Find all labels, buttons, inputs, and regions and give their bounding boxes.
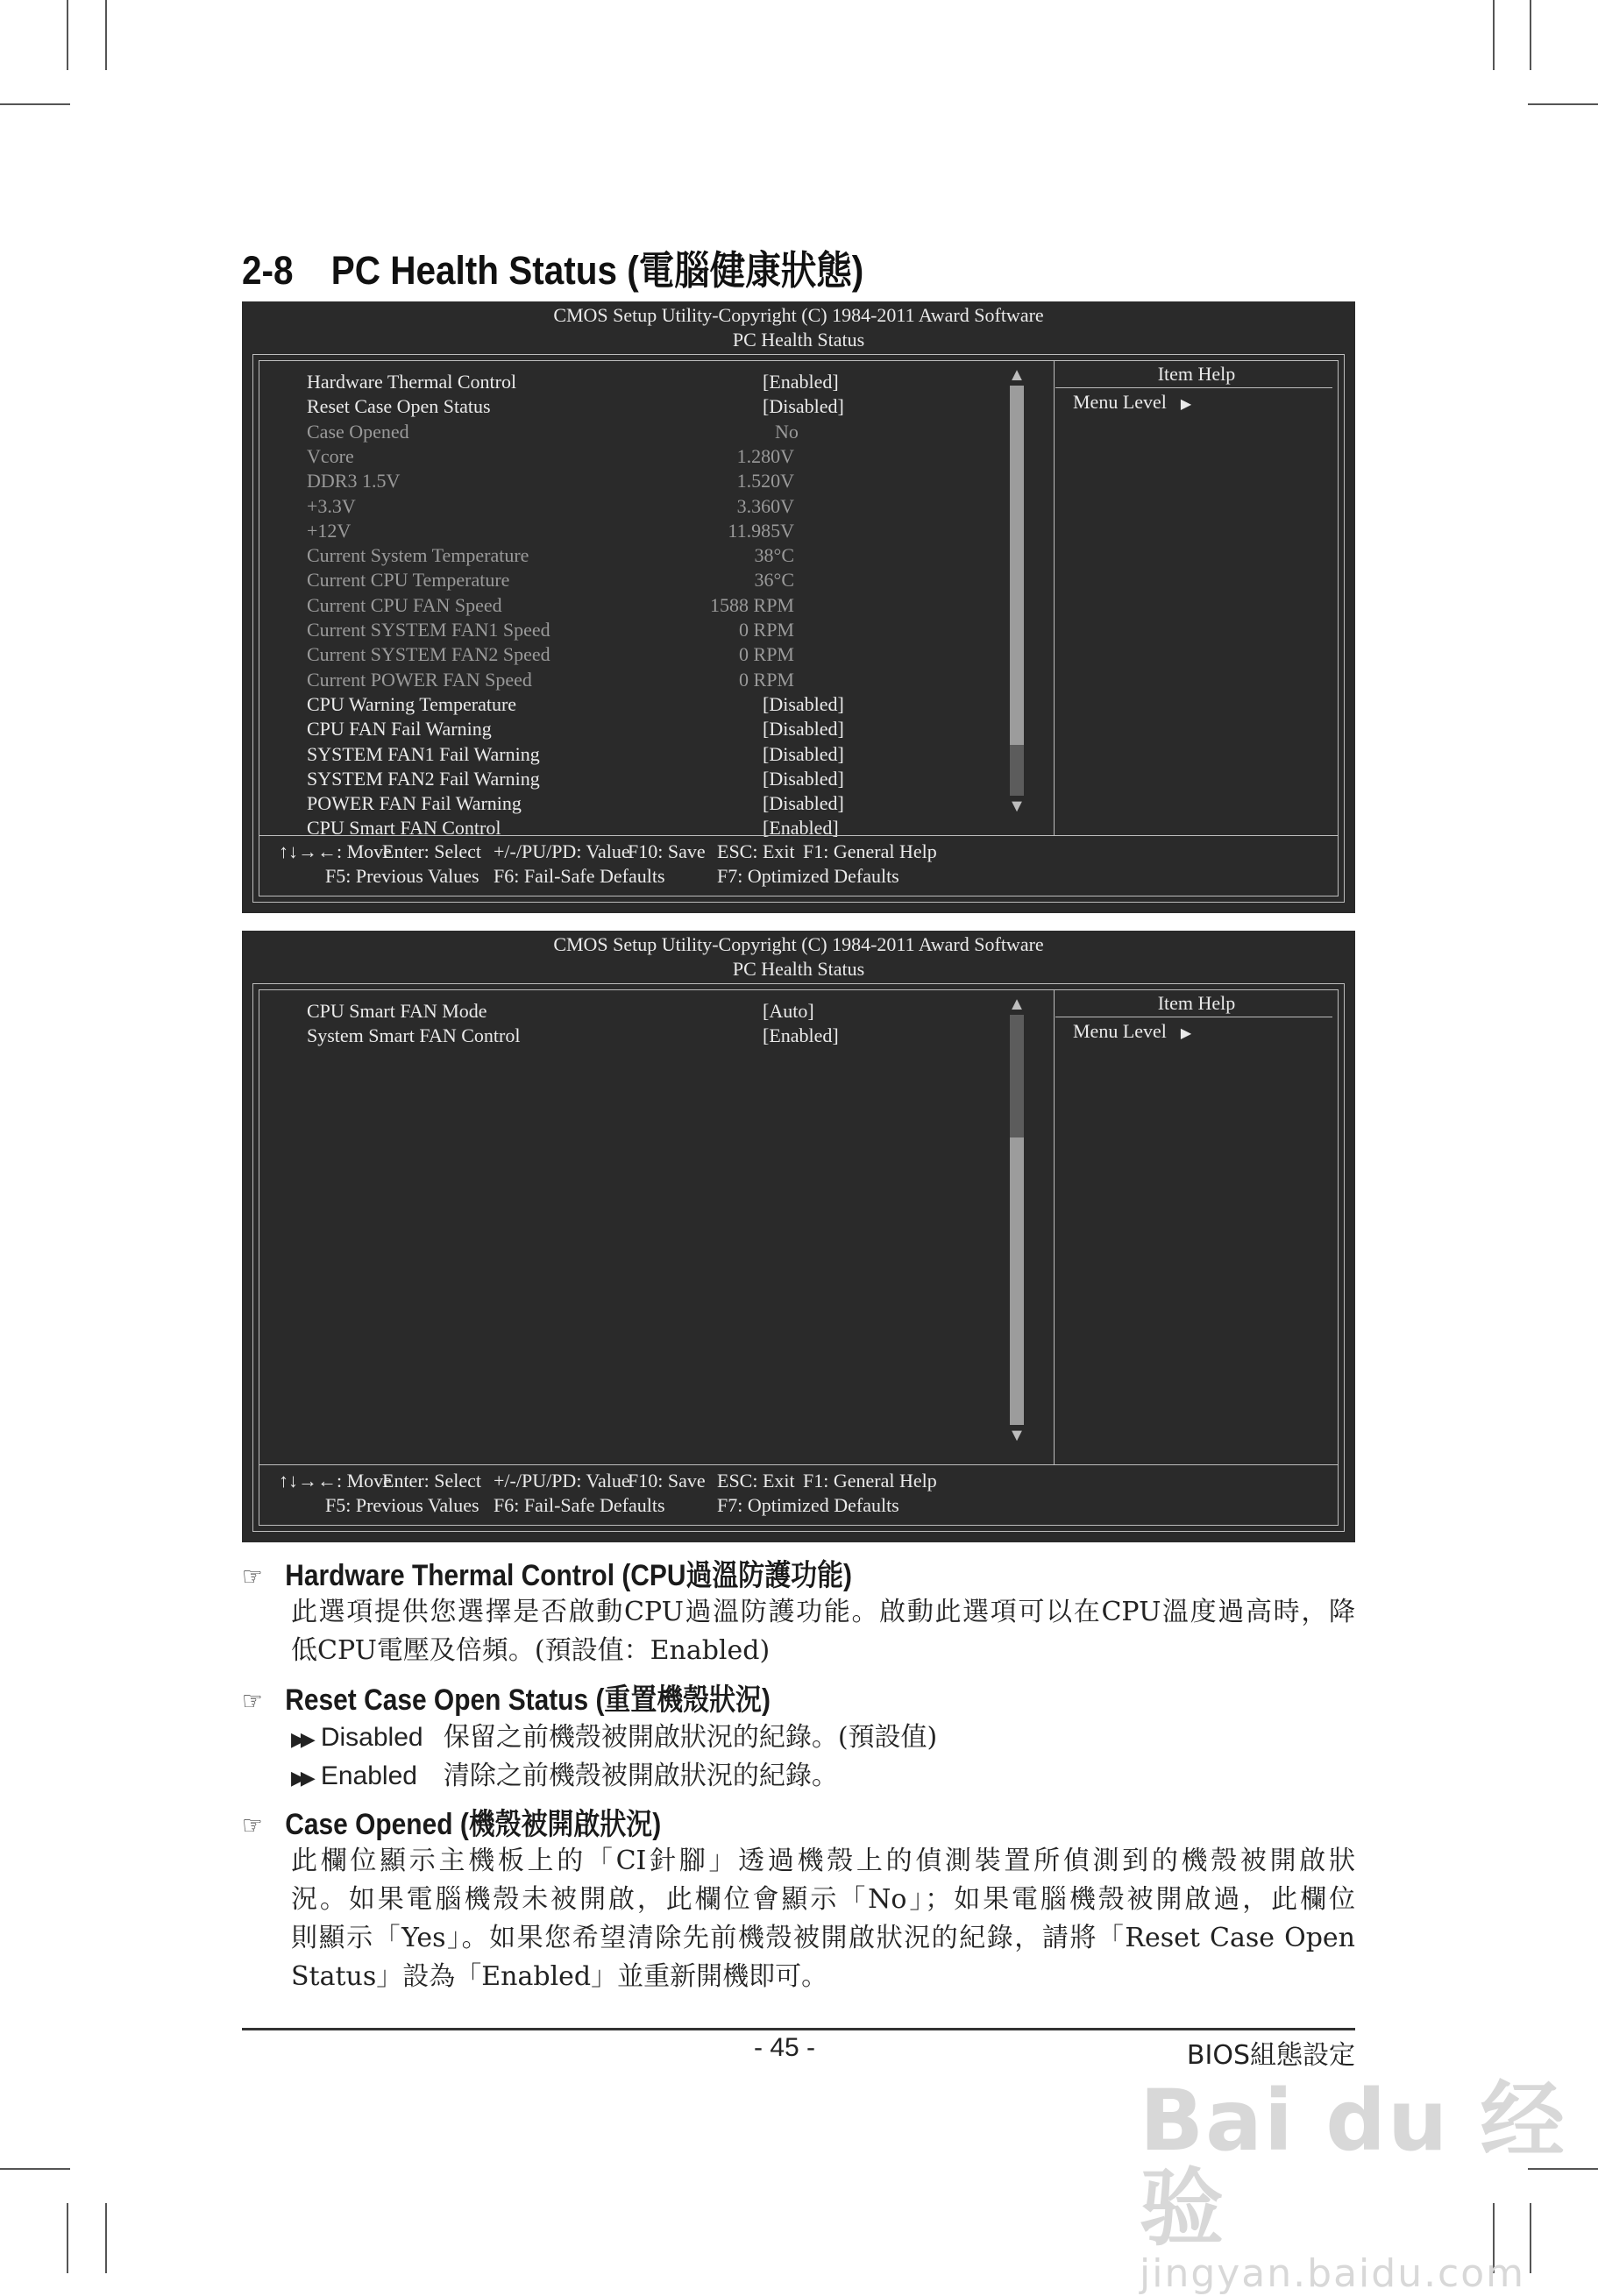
key-value: +/-/PU/PD: Value [494,840,630,862]
paragraph-line: Status」設為「Enabled」並重新開機即可。 [291,1961,828,1992]
footer-rule [242,2028,1355,2030]
bios-page-title: PC Health Status [732,958,865,980]
item-heading-hardware-thermal [242,1551,852,1594]
bios-item-label: Reset Case Open Status [307,395,491,418]
bios-item-label: Current POWER FAN Speed [307,668,532,691]
page-number: - 45 - [754,2033,816,2062]
menu-level [1073,1020,1191,1045]
pointing-hand-icon: ☞ [242,1563,263,1591]
case-opened-description [291,1842,1355,1996]
pointing-hand-icon: ☞ [242,1687,263,1716]
key-failsafe: F6: Fail-Safe Defaults [494,1494,665,1516]
bios-menu-item [307,568,920,592]
triangle-right-icon: ▶ [1180,397,1192,412]
item-help-panel [1055,361,1338,836]
bios-menu-item [307,469,920,493]
bios-item-value: 1588 RPM [710,593,794,616]
item-heading-text: Reset Case Open Status (重置機殼狀況) [285,1683,771,1717]
triangle-right-icon: ▶ [1180,1026,1192,1041]
scroll-down-icon[interactable]: ▼ [1008,1426,1026,1445]
bios-item-value[interactable]: [Disabled] [763,792,844,815]
key-failsafe: F6: Fail-Safe Defaults [494,865,665,887]
hardware-thermal-description [291,1593,1355,1670]
crop-mark [67,2203,68,2273]
paragraph-line: 此選項提供您選擇是否啟動CPU過溫防護功能。啟動此選項可以在CPU溫度過高時，降 [291,1597,1355,1627]
bios-menu-item[interactable] [307,692,920,717]
crop-mark [67,0,68,70]
key-help: F1: General Help [803,840,937,862]
bios-inner-frame [259,360,1339,896]
item-help-title: Item Help [1157,363,1236,385]
bios-item-value: 11.985V [728,519,794,542]
item-help-panel [1055,990,1338,1465]
paragraph-line: 此欄位顯示主機板上的「CI針腳」透過機殼上的偵測裝置所偵測到的機殼被開啟狀 [291,1846,1355,1876]
bios-item-value: No [775,420,799,443]
bios-item-label: CPU Smart FAN Control [307,817,501,840]
bios-item-value[interactable]: [Disabled] [763,692,844,715]
menu-level-label: Menu Level [1073,391,1167,413]
bios-item-value: 38°C [754,544,794,567]
bios-menu-panel [259,990,1055,1465]
section-title [242,238,863,295]
bios-item-label: System Smart FAN Control [307,1024,521,1047]
key-value: +/-/PU/PD: Value [494,1470,630,1492]
key-enter: Enter: Select [382,840,482,862]
bios-item-label: DDR3 1.5V [307,470,401,493]
bios-header [242,931,1355,981]
option-key: Disabled [320,1723,423,1752]
watermark-logo: Bai du 经验 [1140,2072,1566,2257]
option-description: 保留之前機殼被開啟狀況的紀錄。(預設值) [443,1722,938,1753]
bios-menu-item[interactable] [307,370,920,394]
baidu-watermark [1140,2072,1598,2296]
key-prev: F5: Previous Values [325,1494,479,1516]
key-optimized: F7: Optimized Defaults [717,1494,899,1516]
key-enter: Enter: Select [382,1470,482,1492]
bios-inner-frame [259,989,1339,1526]
crop-mark [0,2168,70,2170]
bios-menu-item[interactable] [307,791,920,816]
key-optimized: F7: Optimized Defaults [717,865,899,887]
bios-item-value[interactable]: [Auto] [763,1000,814,1022]
bios-menu-item [307,494,920,519]
key-move: ↑↓→←: Move [279,840,392,862]
bios-item-label: Current SYSTEM FAN1 Speed [307,619,550,641]
bios-item-value[interactable]: [Disabled] [763,742,844,765]
crop-mark [1493,0,1495,70]
bios-menu-item [307,444,920,469]
bios-frame [252,983,1345,1532]
bios-item-value: 1.280V [736,444,794,467]
section-number: 2-8 [242,248,294,293]
bios-menu-item[interactable] [307,999,920,1024]
bios-item-label: CPU Warning Temperature [307,692,517,715]
double-triangle-icon: ▶▶ [291,1768,310,1789]
option-disabled [291,1720,937,1758]
crop-mark [105,0,107,70]
bios-item-value[interactable]: [Enabled] [763,371,839,393]
bios-menu-item [307,593,920,618]
item-heading-text: Case Opened (機殼被開啟狀況) [285,1808,662,1841]
bios-header [242,301,1355,352]
chapter-title: BIOS組態設定 [1186,2040,1355,2071]
bios-menu-item[interactable] [307,717,920,741]
bios-menu-item [307,420,920,444]
scroll-down-icon[interactable]: ▼ [1008,797,1026,816]
option-key: Enabled [320,1761,417,1790]
bios-item-value[interactable]: [Enabled] [763,817,839,840]
bios-key-legend [259,835,1338,896]
bios-item-value[interactable]: [Disabled] [763,395,844,418]
bios-item-label: SYSTEM FAN1 Fail Warning [307,742,540,765]
crop-mark [105,2203,107,2273]
bios-item-label: POWER FAN Fail Warning [307,792,522,815]
key-save: F10: Save [628,1470,706,1492]
bios-screen-2 [242,931,1355,1542]
scrollbar-thumb[interactable] [1010,1137,1024,1425]
scrollbar-thumb[interactable] [1010,386,1024,745]
bios-menu-panel [259,361,1055,840]
key-move: ↑↓→←: Move [279,1470,392,1492]
bios-item-value: 0 RPM [739,643,794,666]
pointing-hand-icon: ☞ [242,1811,263,1840]
watermark-url: jingyan.baidu.com [1140,2251,1526,2296]
crop-mark [0,103,70,105]
bios-item-value: 36°C [754,569,794,592]
key-exit: ESC: Exit [717,1470,795,1492]
bios-screen-1 [242,301,1355,913]
key-help: F1: General Help [803,1470,937,1492]
bios-item-label: Vcore [307,444,354,467]
item-heading-case-opened [242,1800,661,1843]
bios-copyright: CMOS Setup Utility-Copyright (C) 1984-2011 Award Software [553,304,1044,326]
bios-item-label: +3.3V [307,494,356,517]
bios-copyright: CMOS Setup Utility-Copyright (C) 1984-2011 Award Software [553,933,1044,955]
scrollbar-track[interactable] [1010,1015,1024,1425]
bios-menu-item [307,668,920,692]
crop-mark [1530,0,1531,70]
bios-item-value[interactable]: [Disabled] [763,767,844,790]
double-triangle-icon: ▶▶ [291,1729,310,1751]
section-heading: PC Health Status (電腦健康狀態) [330,248,864,293]
bios-item-value[interactable]: [Disabled] [763,718,844,741]
bios-menu-item[interactable] [307,767,920,791]
option-description: 清除之前機殼被開啟狀況的紀錄。 [443,1761,838,1791]
bios-item-label: Case Opened [307,420,409,443]
bios-item-value: 0 RPM [739,619,794,641]
bios-menu-item[interactable] [307,742,920,767]
bios-item-label: SYSTEM FAN2 Fail Warning [307,767,540,790]
help-divider [1055,387,1332,388]
paragraph-line: 況。如果電腦機殼未被開啟，此欄位會顯示「No」；如果電腦機殼被開啟過，此欄位 [291,1884,1355,1915]
bios-item-label: Current CPU FAN Speed [307,593,502,616]
bios-menu-item [307,642,920,667]
bios-frame [252,354,1345,903]
bios-menu-item [307,618,920,642]
bios-item-label: CPU FAN Fail Warning [307,718,492,741]
key-prev: F5: Previous Values [325,865,479,887]
key-save: F10: Save [628,840,706,862]
scroll-up-icon[interactable]: ▲ [1008,365,1026,385]
paragraph-line: 低CPU電壓及倍頻。(預設值：Enabled) [291,1635,771,1666]
bios-item-label: +12V [307,519,352,542]
bios-item-label: CPU Smart FAN Mode [307,1000,487,1022]
menu-level [1073,391,1191,416]
bios-page-title: PC Health Status [732,329,865,351]
bios-menu-item[interactable] [307,1024,920,1048]
item-heading-reset-case [242,1676,771,1718]
bios-item-value: 0 RPM [739,668,794,691]
scroll-up-icon[interactable]: ▲ [1008,995,1026,1014]
paragraph-line: 則顯示「Yes」。如果您希望清除先前機殼被開啟狀況的紀錄，請將「Reset Case Open [291,1923,1355,1953]
menu-level-label: Menu Level [1073,1020,1167,1042]
bios-menu-item [307,543,920,568]
bios-item-value: 3.360V [736,494,794,517]
bios-item-value[interactable]: [Enabled] [763,1024,839,1047]
bios-item-label: Hardware Thermal Control [307,371,517,393]
option-enabled [291,1759,838,1796]
bios-item-value: 1.520V [736,470,794,493]
key-exit: ESC: Exit [717,840,795,862]
bios-item-label: Current SYSTEM FAN2 Speed [307,643,550,666]
bios-key-legend [259,1464,1338,1525]
bios-item-label: Current System Temperature [307,544,529,567]
bios-menu-item [307,519,920,543]
scrollbar-track[interactable] [1010,386,1024,796]
item-heading-text: Hardware Thermal Control (CPU過溫防護功能) [285,1559,852,1592]
bios-item-label: Current CPU Temperature [307,569,510,592]
item-help-title: Item Help [1157,992,1236,1014]
crop-mark [1528,103,1598,105]
bios-menu-item[interactable] [307,394,920,419]
